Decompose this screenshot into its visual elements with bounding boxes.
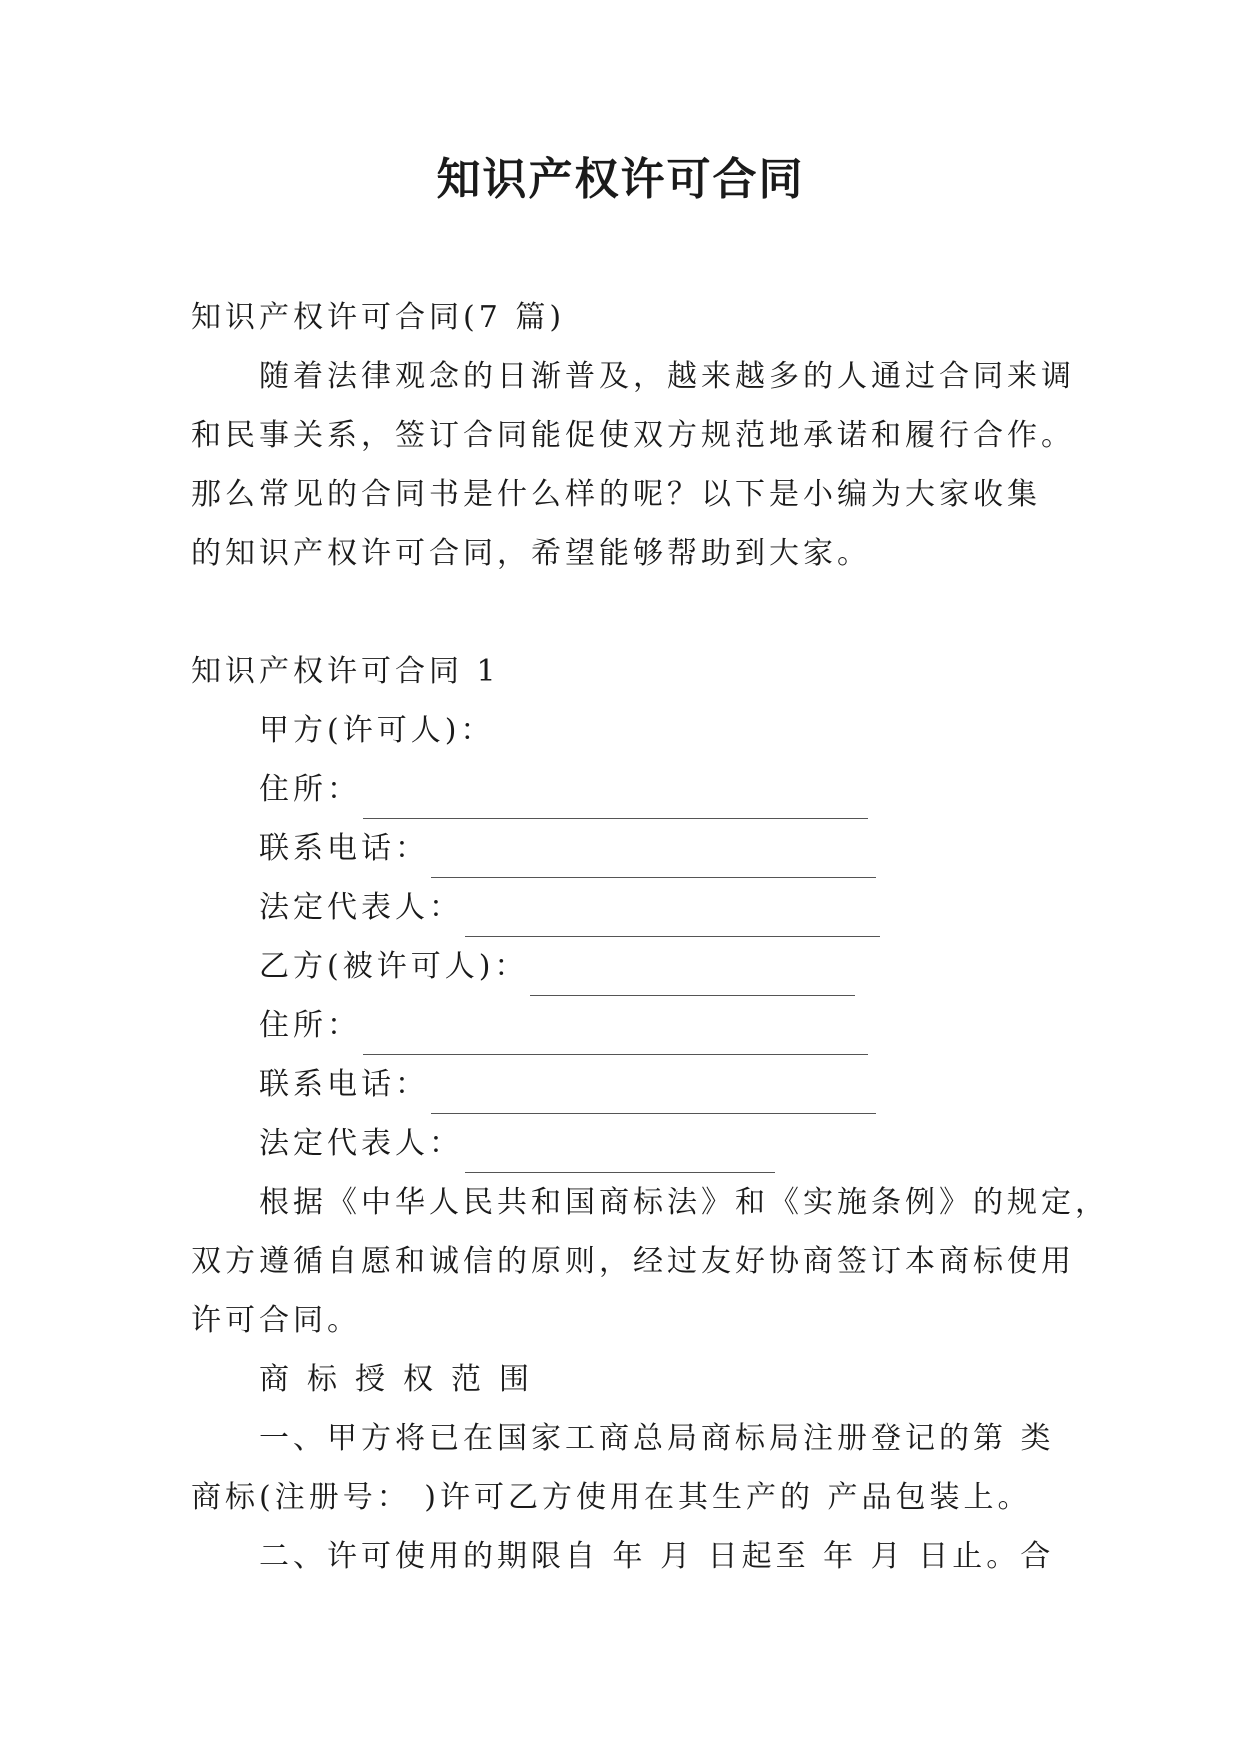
section-heading: 知识产权许可合同 1 bbox=[191, 654, 500, 689]
party-b-rep-label: 法定代表人： bbox=[259, 1126, 463, 1161]
party-a-rep-label: 法定代表人： bbox=[259, 890, 463, 925]
party-b-rep-blank bbox=[465, 1132, 775, 1173]
document-title: 知识产权许可合同 bbox=[436, 154, 805, 205]
party-b-label-field bbox=[191, 937, 1071, 996]
party-a-rep-blank bbox=[465, 896, 880, 937]
document-body bbox=[191, 288, 1109, 1586]
party-a-rep-field bbox=[191, 878, 1071, 937]
party-a-address-label: 住所： bbox=[259, 772, 361, 807]
intro-line-2: 和民事关系，签订合同能促使双方规范地承诺和履行合作。 bbox=[191, 418, 1075, 453]
party-a-phone-label: 联系电话： bbox=[259, 831, 429, 866]
scope-heading: 商标授权范围 bbox=[259, 1362, 547, 1397]
party-b-label: 乙方(被许可人)： bbox=[259, 949, 529, 984]
subtitle: 知识产权许可合同(7 篇) bbox=[191, 300, 566, 335]
party-b-phone-field bbox=[191, 1055, 1071, 1114]
preamble-line-3: 许可合同。 bbox=[191, 1303, 361, 1338]
party-a-phone-blank bbox=[431, 837, 876, 878]
party-a-phone-field bbox=[191, 819, 1071, 878]
party-b-address-label: 住所： bbox=[259, 1008, 361, 1043]
party-a-address-blank bbox=[363, 778, 868, 819]
party-a-address-field bbox=[191, 760, 1071, 819]
preamble-line-1: 根据《中华人民共和国商标法》和《实施条例》的规定， bbox=[259, 1185, 1109, 1220]
spacer bbox=[191, 583, 1071, 642]
intro-line-3: 那么常见的合同书是什么样的呢？以下是小编为大家收集 bbox=[191, 477, 1041, 512]
party-a-label: 甲方(许可人)： bbox=[259, 713, 495, 748]
clause-2-line-1: 二、许可使用的期限自 年 月 日起至 年 月 日止。合 bbox=[259, 1539, 1055, 1574]
clause-1-line-1: 一、甲方将已在国家工商总局商标局注册登记的第 类 bbox=[259, 1421, 1055, 1456]
intro-line-4: 的知识产权许可合同，希望能够帮助到大家。 bbox=[191, 536, 871, 571]
intro-line-1: 随着法律观念的日渐普及，越来越多的人通过合同来调 bbox=[259, 359, 1075, 394]
clause-1-line-2: 商标(注册号： )许可乙方使用在其生产的 产品包装上。 bbox=[191, 1480, 1032, 1515]
preamble-line-2: 双方遵循自愿和诚信的原则，经过友好协商签订本商标使用 bbox=[191, 1244, 1075, 1279]
party-b-address-blank bbox=[363, 1014, 868, 1055]
party-b-phone-blank bbox=[431, 1073, 876, 1114]
party-b-name-blank bbox=[530, 955, 855, 996]
party-b-phone-label: 联系电话： bbox=[259, 1067, 429, 1102]
party-b-rep-field bbox=[191, 1114, 1071, 1173]
party-b-address-field bbox=[191, 996, 1071, 1055]
